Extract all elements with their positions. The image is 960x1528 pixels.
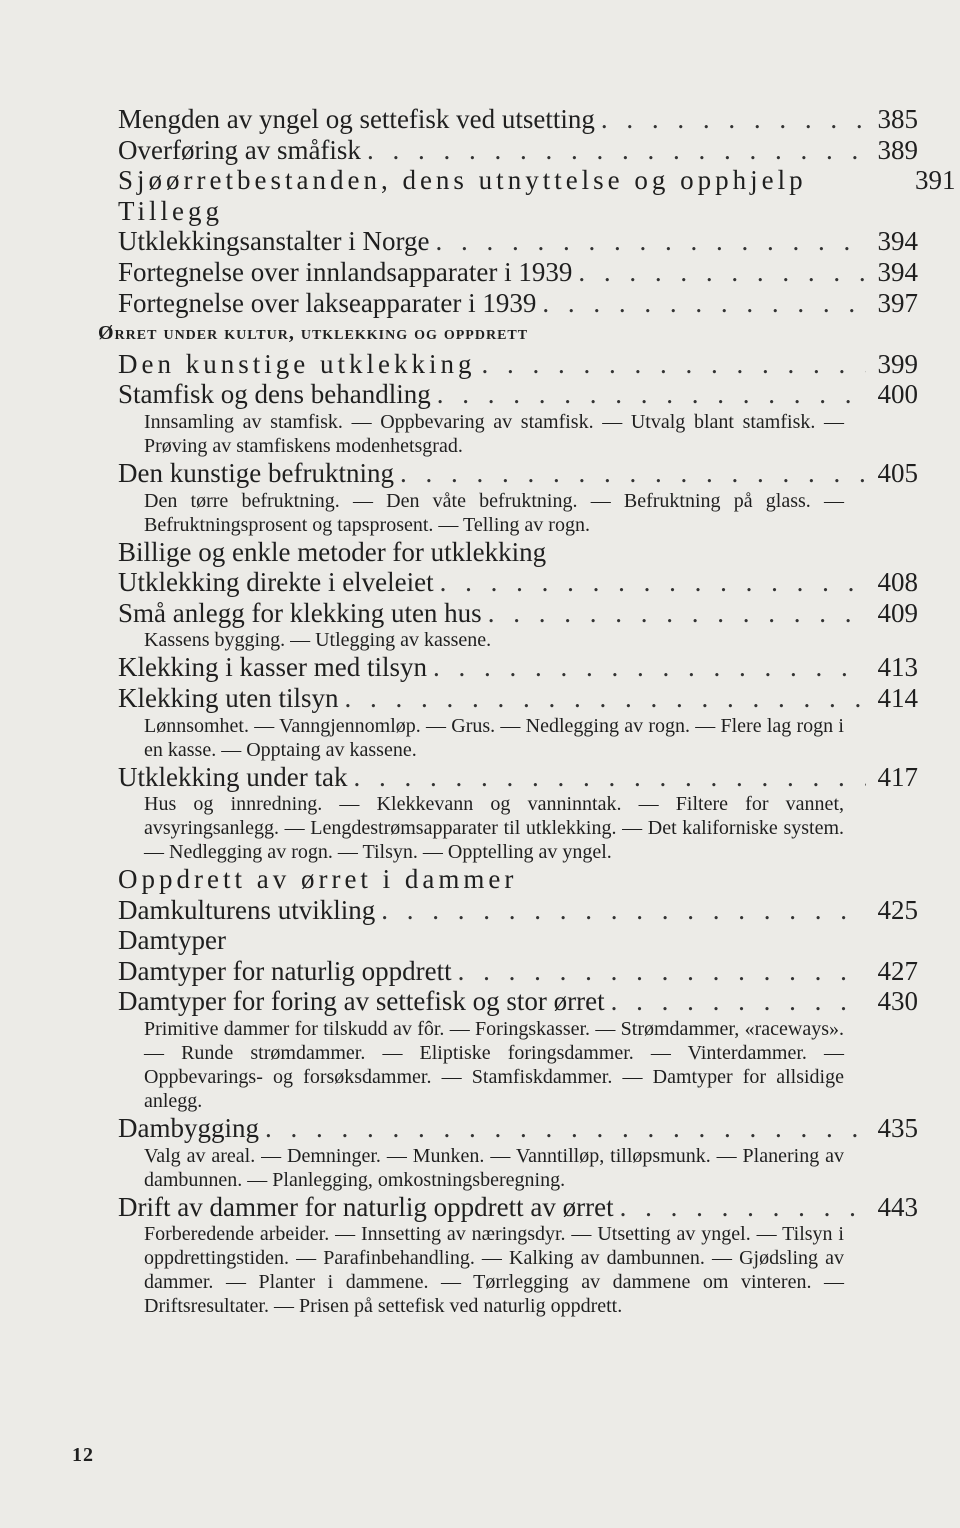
dot-leader bbox=[481, 349, 866, 380]
toc-chapter-heading bbox=[118, 196, 918, 227]
toc-entry-title: Mengden av yngel og settefisk ved utsetting bbox=[118, 104, 595, 134]
toc-chapter-heading bbox=[118, 864, 918, 895]
dot-leader bbox=[578, 257, 866, 288]
toc-entry-title: Klekking uten tilsyn bbox=[118, 682, 339, 713]
toc-page-number: 399 bbox=[877, 348, 918, 379]
toc-subtopics: Primitive dammer for tilskudd av fôr. — Foringskasser. — Strømdammer, «raceways». — Runde strømdammer. — Eliptiske foringsdammer. — Vinterdammer. — Oppbevarings- og forsøksdammer. — Stamfiskdammer. — Damtyper for allsidige anlegg. bbox=[144, 1018, 844, 1113]
dot-leader bbox=[265, 1113, 866, 1144]
toc-entry-title: Oppdrett av ørret i dammer bbox=[118, 864, 518, 895]
toc-entry bbox=[118, 379, 918, 410]
toc-entry bbox=[118, 537, 918, 568]
toc-entry-title: Den kunstige utklekking bbox=[118, 348, 476, 379]
dot-leader bbox=[400, 458, 866, 489]
toc-subtopics: Lønnsomhet. — Vanngjennomløp. — Grus. — Nedlegging av rogn. — Flere lag rogn i en kasse. — Opptaing av kassene. bbox=[144, 714, 844, 761]
toc-entry-title: Utklekking under tak bbox=[118, 761, 348, 792]
dot-leader bbox=[458, 956, 866, 987]
toc-entry-title: Fortegnelse over lakseapparater i 1939 bbox=[118, 287, 537, 318]
toc-entry-title: Overføring av småfisk bbox=[118, 134, 361, 165]
toc-page-number: 425 bbox=[877, 894, 918, 925]
toc-page-number: 409 bbox=[877, 597, 918, 628]
toc-page-number: 385 bbox=[877, 104, 918, 134]
dot-leader bbox=[440, 567, 866, 598]
toc-entry-title: Damtyper for foring av settefisk og stor ørret bbox=[118, 986, 605, 1017]
toc-entry bbox=[118, 895, 918, 926]
toc-entry-title: Damtyper for naturlig oppdrett bbox=[118, 955, 452, 986]
toc-entry bbox=[118, 1192, 918, 1223]
toc-page-number: 389 bbox=[877, 134, 918, 165]
toc-entry bbox=[118, 257, 918, 288]
toc-subtopics: Valg av areal. — Demninger. — Munken. — Vanntilløp, tilløpsmunk. — Planering av dambunnen. — Planlegging, omkostningsberegning. bbox=[144, 1144, 844, 1191]
toc-entry bbox=[118, 598, 918, 629]
toc-subtopics: Innsamling av stamfisk. — Oppbevaring av stamfisk. — Utvalg blant stamfisk. — Prøving av stamfiskens modenhetsgrad. bbox=[144, 410, 844, 457]
dot-leader bbox=[488, 598, 866, 629]
toc-entry-title: Små anlegg for klekking uten hus bbox=[118, 597, 482, 628]
toc-entry-title: Utklekking direkte i elveleiet bbox=[118, 567, 434, 598]
toc-part-heading bbox=[98, 318, 918, 349]
toc-page-number: 427 bbox=[877, 955, 918, 986]
toc-page-number: 430 bbox=[877, 986, 918, 1017]
toc-page-number: 443 bbox=[877, 1191, 918, 1222]
toc-entry bbox=[118, 652, 918, 683]
toc-entry-title: Klekking i kasser med tilsyn bbox=[118, 652, 427, 683]
toc-entry bbox=[118, 288, 918, 319]
table-of-contents bbox=[98, 104, 956, 1318]
toc-page-number: 408 bbox=[877, 567, 918, 598]
dot-leader bbox=[611, 986, 866, 1017]
toc-page-number: 405 bbox=[877, 457, 918, 488]
toc-page-number: 435 bbox=[877, 1113, 918, 1144]
toc-subtopics: Den tørre befruktning. — Den våte befruktning. — Befruktning på glass. — Befruktningsprosent og tapsprosent. — Telling av rogn. bbox=[144, 489, 844, 536]
dot-leader bbox=[542, 288, 866, 319]
toc-entry-title: Dambygging bbox=[118, 1113, 259, 1144]
dot-leader bbox=[437, 379, 866, 410]
toc-entry bbox=[118, 458, 918, 489]
toc-entry bbox=[118, 226, 918, 257]
toc-entry-title: Sjøørretbestanden, dens utnyttelse og opphjelp bbox=[118, 165, 807, 196]
dot-leader bbox=[435, 226, 866, 257]
toc-entry bbox=[118, 1113, 918, 1144]
toc-entry-title: Drift av dammer for naturlig oppdrett av ørret bbox=[118, 1191, 614, 1222]
toc-page-number: 394 bbox=[877, 226, 918, 257]
toc-page-number: 394 bbox=[877, 256, 918, 287]
dot-leader bbox=[433, 652, 866, 683]
toc-entry-title: Tillegg bbox=[118, 195, 224, 226]
toc-page-number: 414 bbox=[877, 682, 918, 713]
toc-page-number: 417 bbox=[877, 761, 918, 792]
toc-subtopics: Hus og innredning. — Klekkevann og vanninntak. — Filtere for vannet, avsyringsanlegg. — Lengdestrømsapparater til utklekking. — Det kaliforniske system. — Nedlegging av rogn. — Tilsyn. — Opptelling av yngel. bbox=[144, 793, 844, 864]
toc-entry-title: Ørret under kultur, utklekking og oppdrett bbox=[98, 322, 529, 345]
dot-leader bbox=[367, 135, 866, 166]
dot-leader bbox=[353, 762, 866, 793]
toc-chapter-heading bbox=[118, 165, 956, 196]
toc-entry-title: Den kunstige befruktning bbox=[118, 457, 394, 488]
toc-entry bbox=[118, 762, 918, 793]
toc-page-number: 397 bbox=[877, 287, 918, 318]
toc-entry bbox=[118, 135, 918, 166]
toc-entry-title: Utklekkingsanstalter i Norge bbox=[118, 226, 430, 257]
dot-leader bbox=[601, 104, 866, 135]
toc-page-number: 391 bbox=[915, 165, 956, 196]
toc-entry-title: Damtyper bbox=[118, 925, 226, 956]
toc-subtopics: Kassens bygging. — Utlegging av kassene. bbox=[144, 629, 492, 652]
toc-entry bbox=[118, 567, 918, 598]
toc-entry-title: Stamfisk og dens behandling bbox=[118, 379, 431, 410]
toc-subtopics: Forberedende arbeider. — Innsetting av næringsdyr. — Utsetting av yngel. — Tilsyn i oppdrettingstiden. — Parafinbehandling. — Kalking av dambunnen. — Gjødsling av dammer. — Planter i dammene. — Tørrlegging av dammene om vinteren. — Driftsresultater. — Prisen på settefisk ved naturlig oppdrett. bbox=[144, 1223, 844, 1318]
toc-page-number: 413 bbox=[877, 652, 918, 683]
toc-entry bbox=[118, 986, 918, 1017]
toc-chapter-heading bbox=[118, 349, 918, 380]
toc-entry-title: Fortegnelse over innlandsapparater i 1939 bbox=[118, 256, 573, 287]
dot-leader bbox=[620, 1192, 866, 1223]
page-number: 12 bbox=[72, 1444, 94, 1466]
toc-entry-title: Billige og enkle metoder for utklekking bbox=[118, 536, 547, 567]
dot-leader bbox=[381, 895, 866, 926]
toc-page-number: 400 bbox=[877, 379, 918, 410]
toc-entry bbox=[118, 104, 918, 135]
toc-entry bbox=[118, 956, 918, 987]
toc-entry bbox=[118, 925, 918, 956]
toc-entry-title: Damkulturens utvikling bbox=[118, 894, 376, 925]
dot-leader bbox=[344, 683, 866, 714]
toc-entry bbox=[118, 683, 918, 714]
